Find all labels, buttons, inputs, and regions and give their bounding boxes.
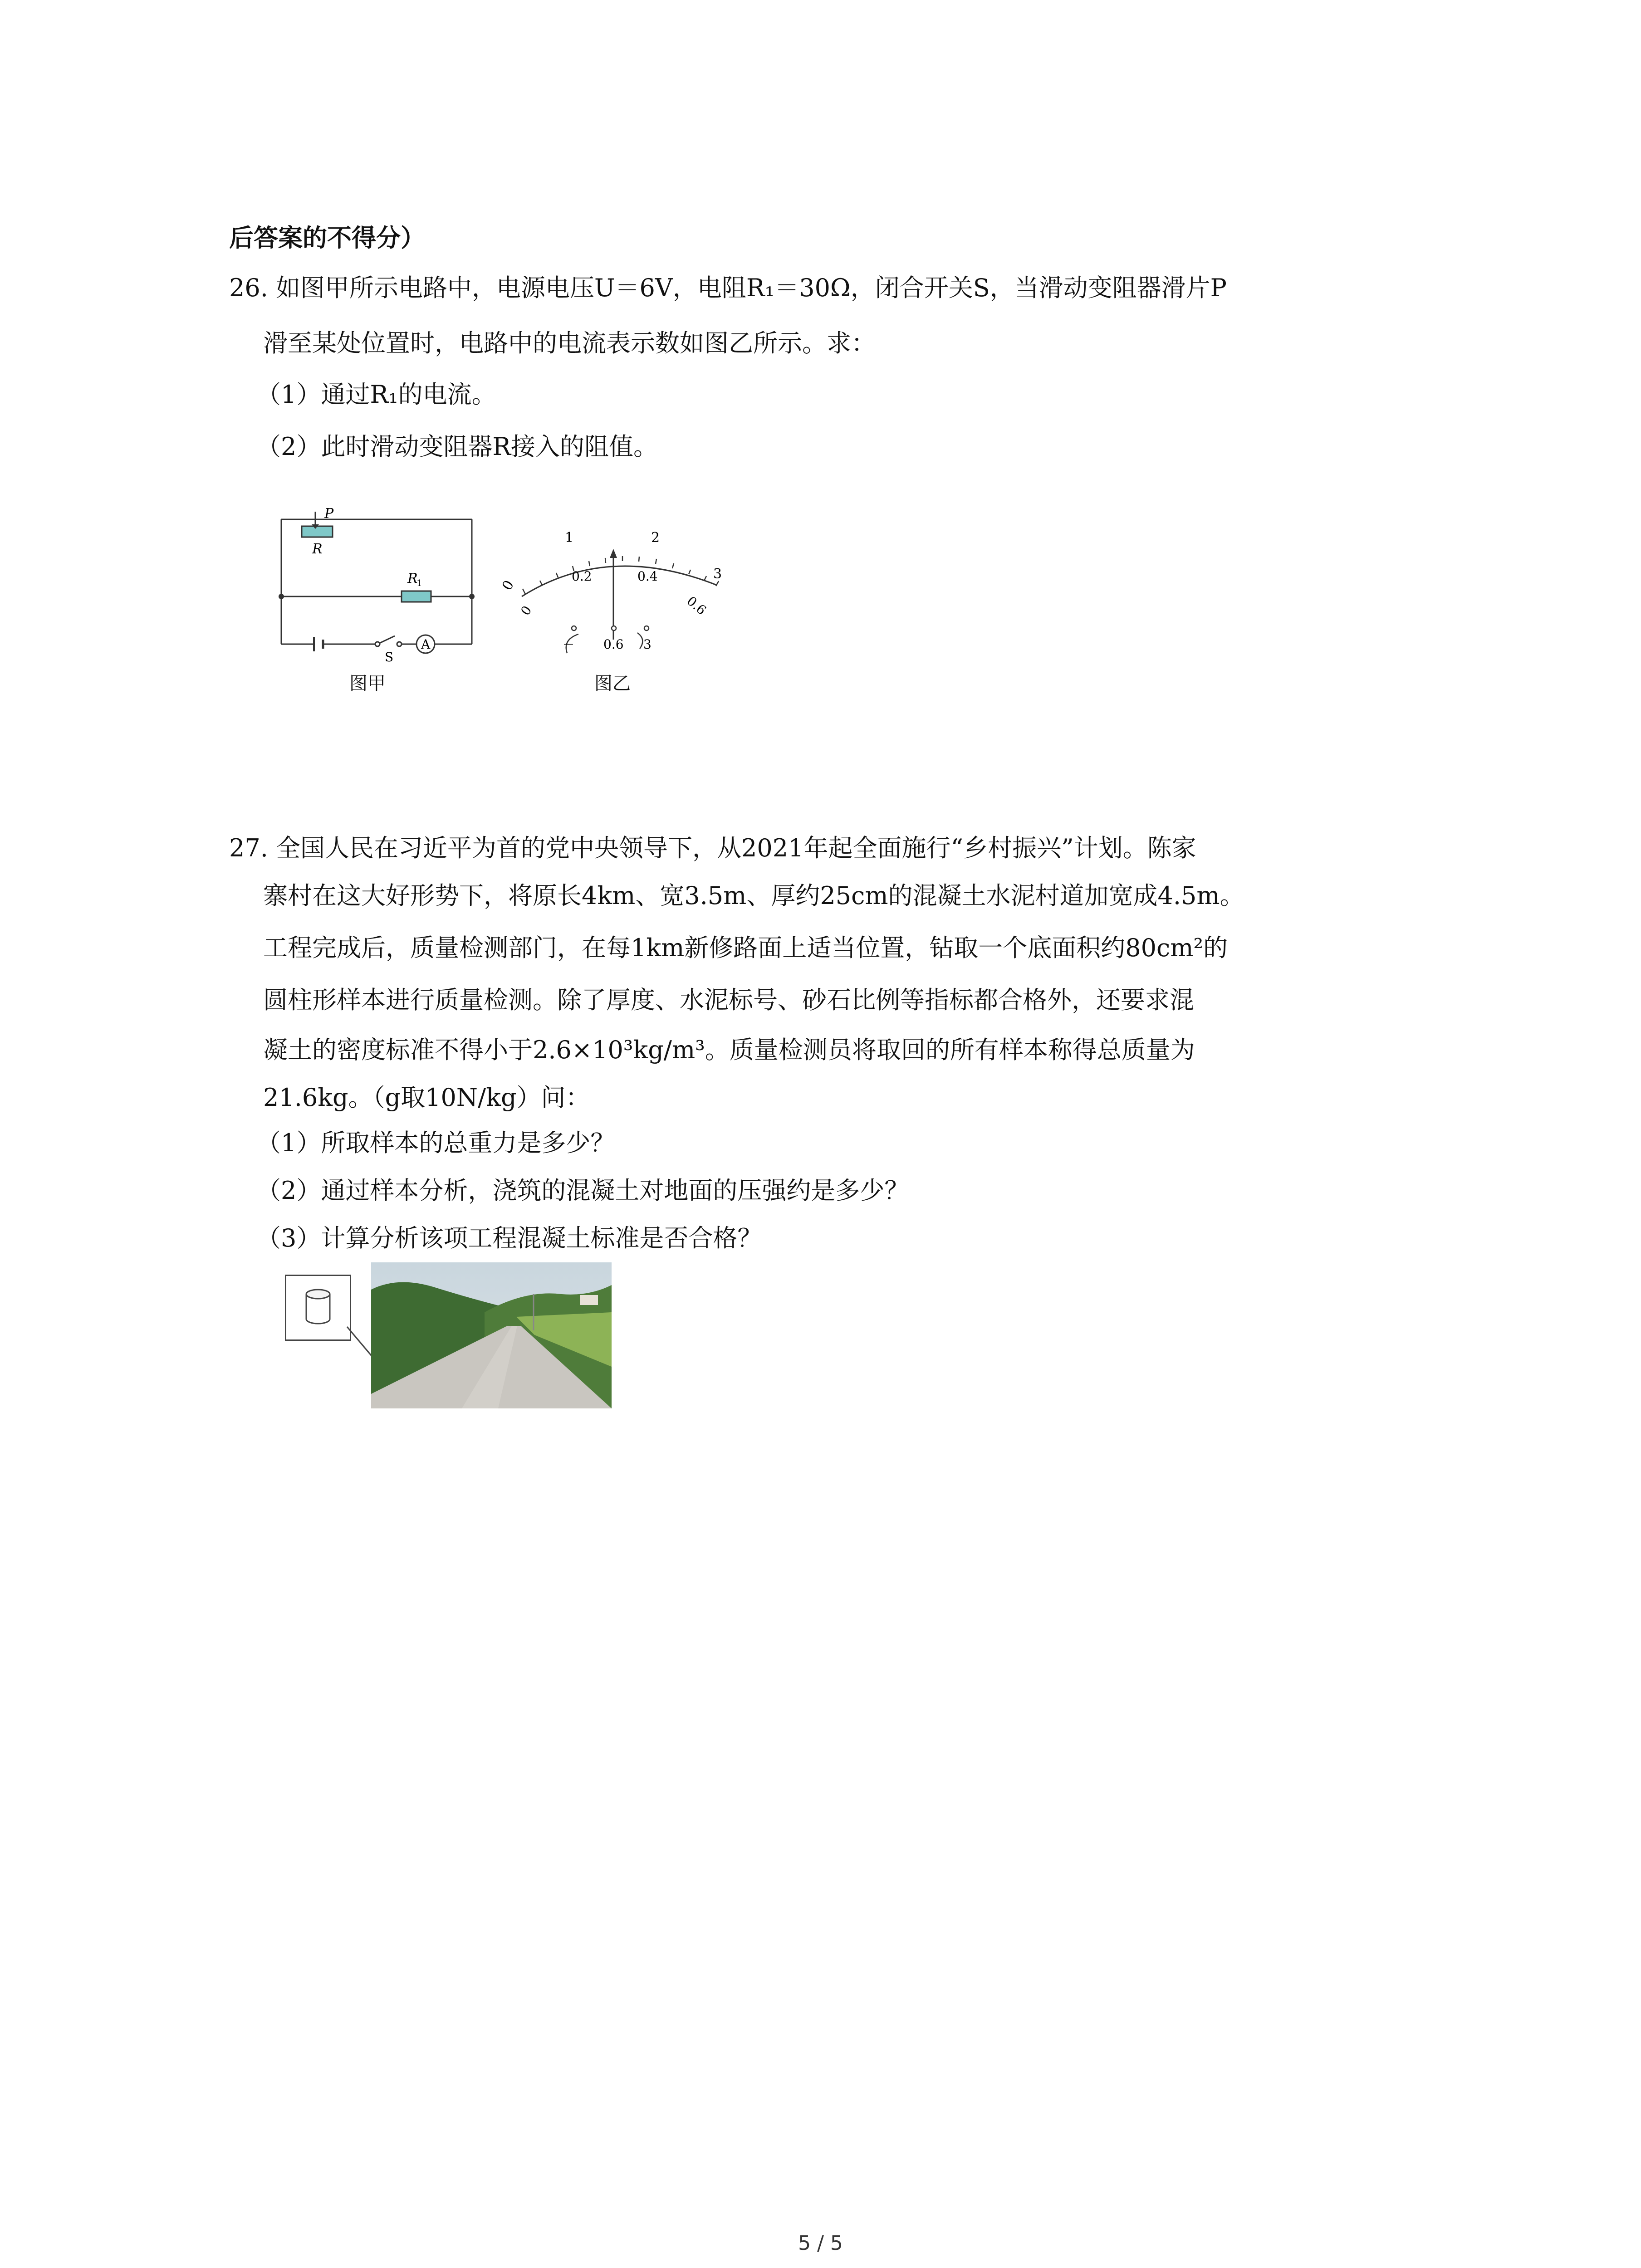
- q27-line-2: 寨村在这大好形势下，将原长4km、宽3.5m、厚约25cm的混凝土水泥村道加宽成4.5m。: [263, 881, 1244, 910]
- figure-b-caption: 图乙: [594, 673, 631, 694]
- q27-line-4: 圆柱形样本进行质量检测。除了厚度、水泥标号、砂石比例等指标都合格外，还要求混: [263, 986, 1194, 1014]
- ammeter-dial-diagram: [495, 517, 749, 662]
- figure-a-caption: 图甲: [349, 673, 386, 694]
- top-scale-0: 0: [499, 577, 518, 593]
- q27-subquestion-2: （2）通过样本分析，浇筑的混凝土对地面的压强约是多少？: [256, 1176, 909, 1205]
- resistor-label: R: [407, 571, 418, 587]
- q27-line-1: 27. 全国人民在习近平为首的党中央领导下，从2021年起全面施行“乡村振兴”计划。陈家: [229, 834, 1196, 862]
- cylinder-icon: [286, 1276, 350, 1339]
- switch-label: S: [385, 650, 394, 662]
- terminal-3: 3: [643, 637, 652, 652]
- q26-subquestion-1: （1）通过R₁的电流。: [256, 380, 496, 409]
- page-number: 5 / 5: [798, 2232, 843, 2255]
- q27-subquestion-1: （1）所取样本的总重力是多少？: [256, 1129, 615, 1157]
- bottom-scale-0.6: 0.6: [684, 593, 709, 618]
- slider-label: P: [324, 508, 334, 522]
- q26-line-2: 滑至某处位置时，电路中的电流表示数如图乙所示。求：: [263, 329, 876, 357]
- top-scale-2: 2: [651, 530, 660, 546]
- q27-line-6: 21.6kg。（g取10N/kg）问：: [263, 1083, 590, 1112]
- q26-subquestion-2: （2）此时滑动变阻器R接入的阻值。: [256, 432, 658, 461]
- bottom-scale-0.2: 0.2: [572, 569, 592, 584]
- rheostat-body: [302, 526, 333, 537]
- terminal-negative: －: [563, 638, 575, 652]
- rheostat-label: R: [312, 541, 323, 557]
- bottom-scale-0.4: 0.4: [637, 569, 658, 584]
- top-scale-1: 1: [565, 530, 574, 546]
- sample-cylinder-box: [285, 1275, 351, 1341]
- road-photo: [371, 1262, 612, 1408]
- terminal-0.6: 0.6: [603, 637, 624, 652]
- q27-subquestion-3: （3）计算分析该项工程混凝土标准是否合格？: [256, 1224, 762, 1252]
- q26-line-1: 26. 如图甲所示电路中，电源电压U＝6V，电阻R₁＝30Ω，闭合开关S，当滑动变阻器滑片P: [229, 274, 1227, 302]
- circuit-diagram: [272, 508, 481, 662]
- ammeter-label: A: [421, 637, 431, 652]
- top-scale-3: 3: [713, 566, 722, 582]
- resistor-label-subscript: 1: [416, 577, 422, 588]
- bottom-scale-0: 0: [518, 603, 535, 618]
- q27-line-5: 凝土的密度标准不得小于2.6×10³kg/m³。质量检测员将取回的所有样本称得总质量为: [263, 1036, 1195, 1064]
- q27-line-3: 工程完成后，质量检测部门，在每1km新修路面上适当位置，钻取一个底面积约80cm²的: [263, 934, 1228, 962]
- previous-page-tail: 后答案的不得分）: [229, 224, 425, 252]
- resistor-r1-body: [402, 591, 431, 602]
